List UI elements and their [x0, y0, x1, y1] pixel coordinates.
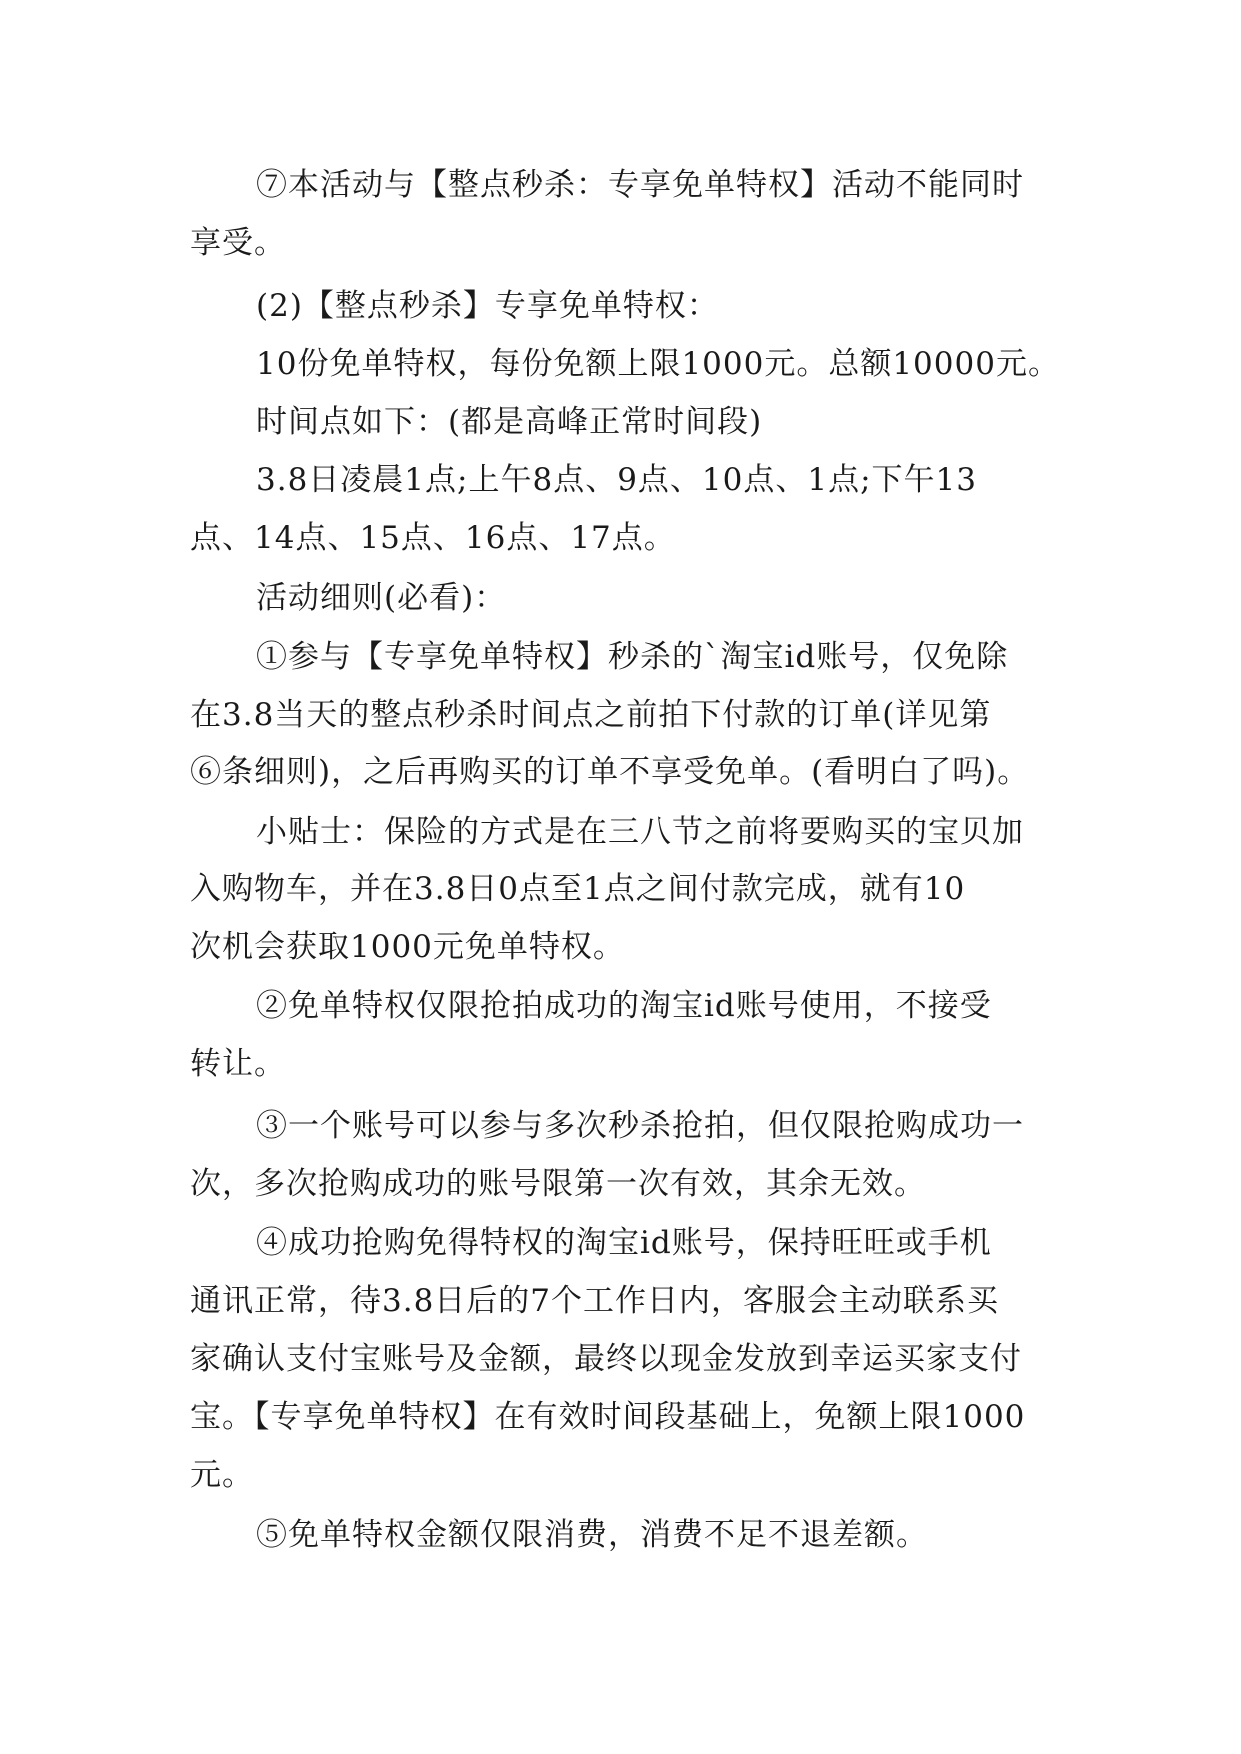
paragraph-line: ①参与【专享免单特权】秒杀的`淘宝id账号，仅免除	[256, 639, 1009, 675]
paragraph-line: ③一个账号可以参与多次秒杀抢拍，但仅限抢购成功一	[256, 1108, 1024, 1144]
paragraph-line: 转让。	[190, 1046, 286, 1082]
paragraph-line: 点、14点、15点、16点、17点。	[190, 520, 676, 556]
paragraph-line: 3.8日凌晨1点;上午8点、9点、10点、1点;下午13	[256, 462, 977, 498]
subsection-heading: 活动细则(必看)：	[256, 580, 507, 616]
paragraph-line: 享受。	[190, 225, 286, 261]
paragraph-line: 10份免单特权，每份免额上限1000元。总额10000元。	[256, 346, 1060, 382]
paragraph-line: ②免单特权仅限抢拍成功的淘宝id账号使用，不接受	[256, 988, 992, 1024]
paragraph-line: ⑤免单特权金额仅限消费，消费不足不退差额。	[256, 1517, 928, 1553]
paragraph-line: 时间点如下：(都是高峰正常时间段)	[256, 404, 763, 440]
paragraph-line: 元。	[190, 1457, 254, 1493]
paragraph-line: ⑦本活动与【整点秒杀：专享免单特权】活动不能同时	[256, 167, 1024, 203]
paragraph-line: 通讯正常，待3.8日后的7个工作日内，客服会主动联系买	[190, 1283, 1000, 1319]
section-heading: (2)【整点秒杀】专享免单特权：	[256, 288, 719, 324]
paragraph-line: ④成功抢购免得特权的淘宝id账号，保持旺旺或手机	[256, 1225, 992, 1261]
paragraph-line: 宝。【专享免单特权】在有效时间段基础上，免额上限1000	[190, 1399, 1026, 1435]
paragraph-line: 次机会获取1000元免单特权。	[190, 929, 625, 965]
paragraph-line: 家确认支付宝账号及金额，最终以现金发放到幸运买家支付	[190, 1341, 1022, 1377]
paragraph-line: 在3.8当天的整点秒杀时间点之前拍下付款的订单(详见第	[190, 697, 992, 733]
paragraph-line: 次，多次抢购成功的账号限第一次有效，其余无效。	[190, 1166, 926, 1202]
paragraph-line: ⑥条细则)，之后再购买的订单不享受免单。(看明白了吗)。	[190, 754, 1030, 790]
paragraph-line: 小贴士：保险的方式是在三八节之前将要购买的宝贝加	[256, 814, 1024, 850]
paragraph-line: 入购物车，并在3.8日0点至1点之间付款完成，就有10	[190, 871, 966, 907]
